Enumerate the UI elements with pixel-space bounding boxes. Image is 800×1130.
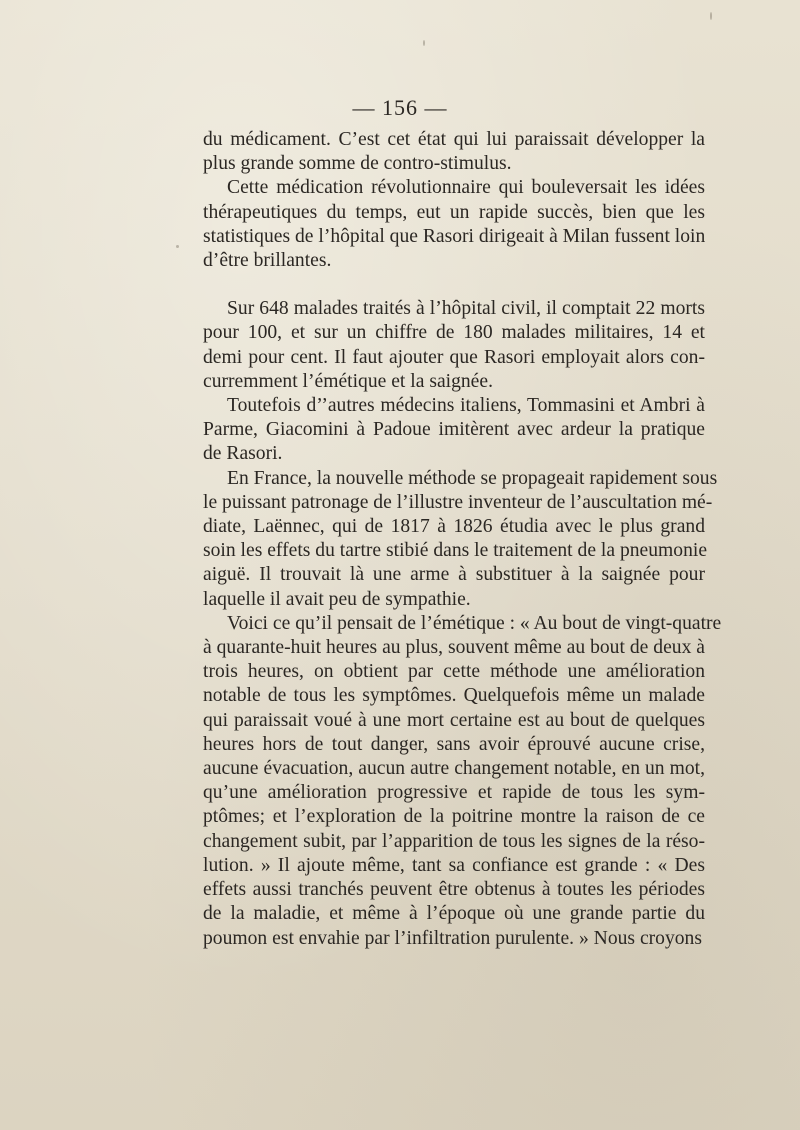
- text-line: lution. » Il ajoute même, tant sa confiance est grande : « Des: [203, 854, 705, 876]
- text-line: effets aussi tranchés peuvent être obtenus à toutes les périodes: [203, 879, 705, 901]
- paragraph: [203, 612, 722, 951]
- text-line: de la maladie, et même à l’époque où une grande partie du: [203, 903, 705, 925]
- page-number: — 156 —: [352, 95, 448, 120]
- text-line: thérapeutiques du temps, eut un rapide succès, bien que les: [203, 201, 705, 223]
- paragraph: [203, 128, 705, 176]
- paper-fleck: [710, 12, 712, 20]
- text-line: soin les effets du tartre stibié dans le traitement de la pneumonie: [203, 540, 708, 562]
- text-line: Voici ce qu’il pensait de l’émétique : « Au bout de vingt-quatre: [227, 612, 722, 634]
- text-line: trois heures, on obtient par cette méthode une amélioration: [203, 661, 705, 683]
- text-line: Parme, Giacomini à Padoue imitèrent avec ardeur la pratique: [203, 419, 705, 441]
- text-line: qu’une amélioration progressive et rapide de tous les sym-: [203, 782, 705, 804]
- text-line: le puissant patronage de l’illustre inventeur de l’auscultation mé-: [203, 491, 713, 513]
- text-line: de Rasori.: [203, 443, 283, 465]
- text-line: du médicament. C’est cet état qui lui paraissait développer la: [203, 129, 705, 150]
- text-line: laquelle il avait peu de sympathie.: [203, 588, 471, 610]
- text-line: poumon est envahie par l’infiltration purulente. » Nous croyons: [203, 927, 702, 949]
- text-line: d’être brillantes.: [203, 250, 332, 272]
- text-line: aucune évacuation, aucun autre changement notable, en un mot,: [203, 758, 705, 780]
- paragraph: [203, 467, 718, 612]
- text-line: plus grande somme de contro-stimulus.: [203, 153, 512, 175]
- text-line: Toutefois d’’autres médecins italiens, Tommasini et Ambri à: [227, 395, 705, 417]
- text-line: heures hors de tout danger, sans avoir éprouvé aucune crise,: [203, 733, 705, 755]
- text-line: pour 100, et sur un chiffre de 180 malades militaires, 14 et: [203, 322, 705, 344]
- body-text: [203, 128, 722, 951]
- text-line: ptômes; et l’exploration de la poitrine montre la raison de ce: [203, 806, 705, 828]
- text-line: diate, Laënnec, qui de 1817 à 1826 étudia avec le plus grand: [203, 516, 705, 538]
- text-line: qui paraissait voué à une mort certaine est au bout de quelques: [203, 709, 705, 731]
- paragraph: [203, 394, 705, 467]
- paper-fleck: [176, 245, 179, 248]
- text-line: En France, la nouvelle méthode se propageait rapidement sous: [227, 467, 718, 489]
- paper-fleck: [423, 40, 425, 46]
- paragraph: [203, 176, 705, 273]
- text-line: demi pour cent. Il faut ajouter que Rasori employait alors con-: [203, 346, 705, 368]
- text-line: notable de tous les symptômes. Quelquefois même un malade: [203, 685, 705, 707]
- paragraph: [203, 297, 705, 394]
- text-line: statistiques de l’hôpital que Rasori dirigeait à Milan fussent loin: [203, 225, 706, 247]
- text-line: Cette médication révolutionnaire qui bouleversait les idées: [227, 177, 705, 199]
- text-line: aiguë. Il trouvait là une arme à substituer à la saignée pour: [203, 564, 705, 586]
- text-line: à quarante-huit heures au plus, souvent même au bout de deux à: [203, 637, 705, 659]
- text-line: changement subit, par l’apparition de tous les signes de la réso-: [203, 830, 705, 852]
- text-line: Sur 648 malades traités à l’hôpital civil, il comptait 22 morts: [227, 298, 705, 320]
- text-line: curremment l’émétique et la saignée.: [203, 370, 493, 392]
